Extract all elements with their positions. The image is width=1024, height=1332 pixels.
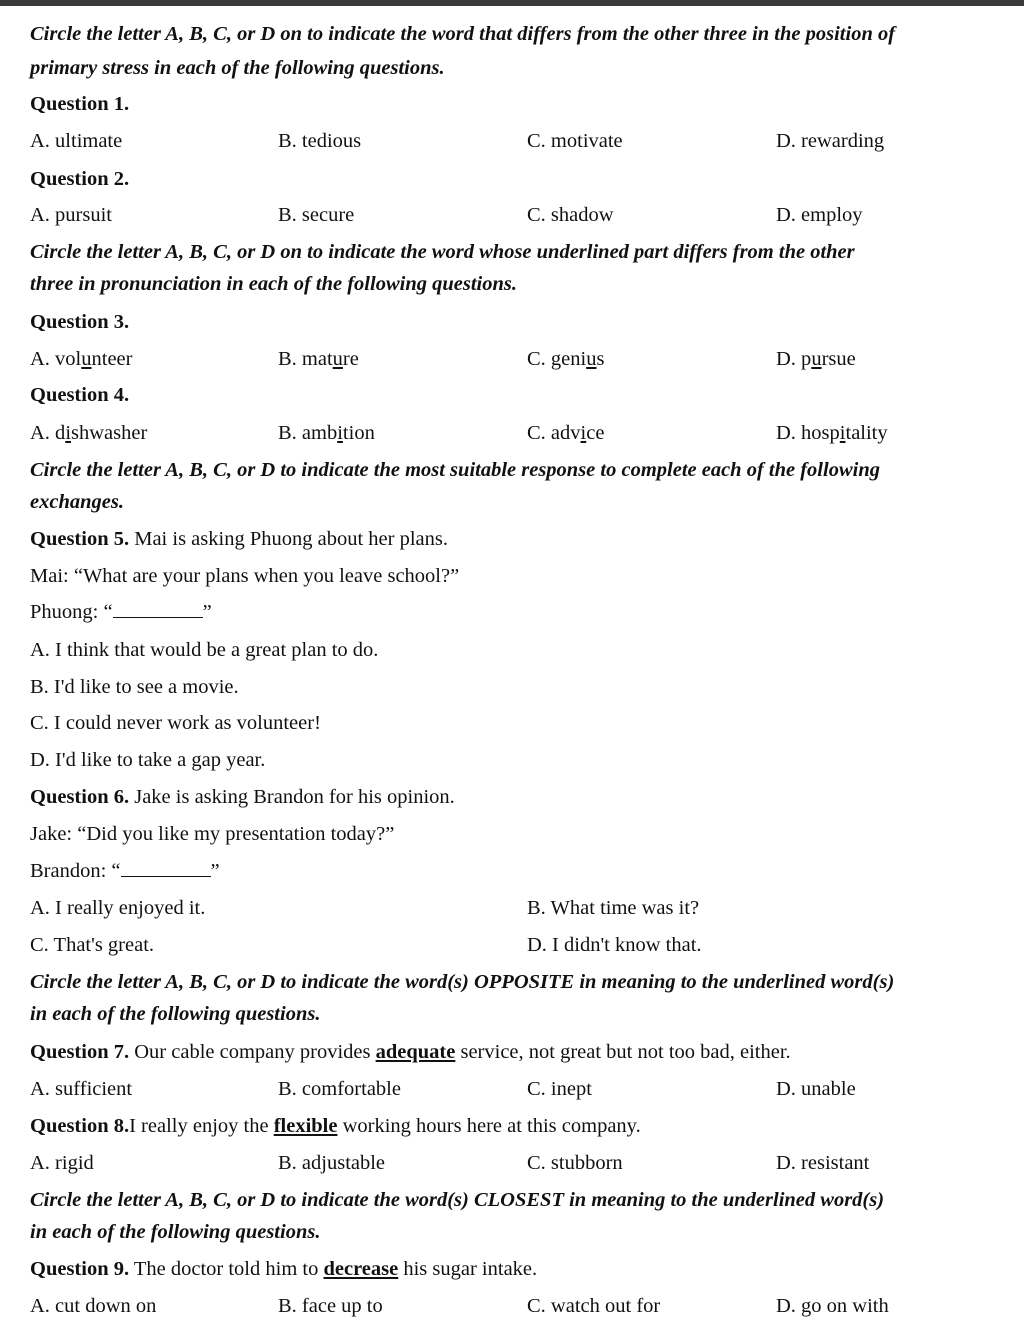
q5-close-quote: ” xyxy=(202,601,212,623)
question-1-label: Question 1. xyxy=(30,93,130,115)
q5-option-d[interactable]: D. I'd like to take a gap year. xyxy=(30,749,266,771)
q8-option-b[interactable]: B. adjustable xyxy=(278,1152,386,1174)
q7-option-d[interactable]: D. unable xyxy=(776,1078,856,1100)
q3-c-underlined: u xyxy=(586,348,597,370)
q8-text-before: I really enjoy the xyxy=(129,1115,274,1137)
q4-c-post: ce xyxy=(586,422,605,444)
q6-option-a[interactable]: A. I really enjoyed it. xyxy=(30,897,206,919)
q7-text-before: Our cable company provides xyxy=(129,1041,376,1063)
q5-option-b[interactable]: B. I'd like to see a movie. xyxy=(30,676,239,698)
q3-d-pre: D. p xyxy=(776,348,812,370)
q4-d-underlined: i xyxy=(839,422,846,444)
q4-option-d[interactable] xyxy=(776,420,888,446)
q1-option-b[interactable]: B. tedious xyxy=(278,130,362,152)
q3-b-underlined: u xyxy=(332,348,343,370)
q6-option-d[interactable]: D. I didn't know that. xyxy=(527,934,702,956)
q4-b-post: tion xyxy=(342,422,375,444)
q3-a-pre: A. vol xyxy=(30,348,82,370)
q4-b-pre: B. amb xyxy=(278,422,338,444)
q4-a-pre: A. d xyxy=(30,422,66,444)
q5-speaker: Phuong: “ xyxy=(30,601,113,623)
question-2-label: Question 2. xyxy=(30,168,130,190)
q3-option-c[interactable] xyxy=(527,346,604,372)
q5-answer-blank xyxy=(113,601,203,618)
q4-d-post: tality xyxy=(845,422,888,444)
top-border xyxy=(0,0,1024,6)
q5-option-c[interactable]: C. I could never work as volunteer! xyxy=(30,712,321,734)
q2-option-b[interactable]: B. secure xyxy=(278,204,355,226)
q7-option-b[interactable]: B. comfortable xyxy=(278,1078,401,1100)
q3-option-b[interactable] xyxy=(278,346,359,372)
q6-answer-blank xyxy=(121,860,211,877)
q5-option-a[interactable]: A. I think that would be a great plan to do. xyxy=(30,639,379,661)
question-5-stem xyxy=(30,526,448,552)
q4-c-pre: C. adv xyxy=(527,422,581,444)
question-8-stem xyxy=(30,1113,641,1139)
q9-text-after: his sugar intake. xyxy=(398,1258,538,1280)
q7-underlined-word: adequate xyxy=(375,1041,456,1063)
question-7-stem xyxy=(30,1039,791,1065)
q7-option-a[interactable]: A. sufficient xyxy=(30,1078,133,1100)
question-9-stem xyxy=(30,1256,537,1282)
q4-option-c[interactable] xyxy=(527,420,604,446)
q9-option-d[interactable]: D. go on with xyxy=(776,1295,889,1317)
q1-option-c[interactable]: C. motivate xyxy=(527,130,623,152)
q3-b-pre: B. mat xyxy=(278,348,333,370)
q8-option-c[interactable]: C. stubborn xyxy=(527,1152,623,1174)
q4-a-underlined: i xyxy=(65,422,72,444)
question-5-label: Question 5. xyxy=(30,528,130,550)
q7-option-c[interactable]: C. inept xyxy=(527,1078,592,1100)
q2-option-d[interactable]: D. employ xyxy=(776,204,863,226)
q3-c-pre: C. geni xyxy=(527,348,587,370)
instruction-stress-line2: primary stress in each of the following questions. xyxy=(30,57,445,79)
q3-a-underlined: u xyxy=(81,348,92,370)
q6-speaker: Brandon: “ xyxy=(30,860,121,882)
q4-b-underlined: i xyxy=(337,422,343,444)
question-9-label: Question 9. xyxy=(30,1258,130,1280)
q9-text-before: The doctor told him to xyxy=(129,1258,324,1280)
q1-option-d[interactable]: D. rewarding xyxy=(776,130,885,152)
q6-dialogue-line2 xyxy=(30,858,220,884)
q8-option-a[interactable]: A. rigid xyxy=(30,1152,94,1174)
q4-option-a[interactable] xyxy=(30,420,147,446)
q8-underlined-word: flexible xyxy=(273,1115,338,1137)
q4-d-pre: D. hosp xyxy=(776,422,840,444)
q9-option-a[interactable]: A. cut down on xyxy=(30,1295,157,1317)
q3-option-d[interactable] xyxy=(776,346,856,372)
instruction-response-line2: exchanges. xyxy=(30,491,124,513)
q9-option-b[interactable]: B. face up to xyxy=(278,1295,383,1317)
q4-a-post: shwasher xyxy=(71,422,148,444)
question-5-text: Mai is asking Phuong about her plans. xyxy=(129,528,448,550)
q8-text-after: working hours here at this company. xyxy=(337,1115,641,1137)
instruction-opposite-line1: Circle the letter A, B, C, or D to indicate the word(s) OPPOSITE in meaning to the underlined word(s) xyxy=(30,971,895,993)
q3-b-post: re xyxy=(342,348,359,370)
q6-option-c[interactable]: C. That's great. xyxy=(30,934,155,956)
q5-dialogue-line1: Mai: “What are your plans when you leave school?” xyxy=(30,565,460,587)
q1-option-a[interactable]: A. ultimate xyxy=(30,130,123,152)
q8-option-d[interactable]: D. resistant xyxy=(776,1152,870,1174)
q2-option-c[interactable]: C. shadow xyxy=(527,204,614,226)
instruction-opposite-line2: in each of the following questions. xyxy=(30,1003,321,1025)
q7-text-after: service, not great but not too bad, either. xyxy=(455,1041,791,1063)
question-6-stem xyxy=(30,784,455,810)
q5-dialogue-line2 xyxy=(30,599,212,625)
q6-option-b[interactable]: B. What time was it? xyxy=(527,897,700,919)
instruction-closest-line2: in each of the following questions. xyxy=(30,1221,321,1243)
question-3-label: Question 3. xyxy=(30,311,130,333)
q2-option-a[interactable]: A. pursuit xyxy=(30,204,112,226)
instruction-pronunciation-line1: Circle the letter A, B, C, or D on to indicate the word whose underlined part differs from the other xyxy=(30,241,855,263)
question-4-label: Question 4. xyxy=(30,384,130,406)
q4-option-b[interactable] xyxy=(278,420,375,446)
q3-option-a[interactable] xyxy=(30,346,132,372)
instruction-stress-line1: Circle the letter A, B, C, or D on to indicate the word that differs from the other three in the position of xyxy=(30,23,896,45)
question-8-label: Question 8. xyxy=(30,1115,130,1137)
q6-dialogue-line1: Jake: “Did you like my presentation today?” xyxy=(30,823,395,845)
q3-c-post: s xyxy=(596,348,605,370)
q6-close-quote: ” xyxy=(210,860,220,882)
q3-a-post: nteer xyxy=(91,348,133,370)
question-6-label: Question 6. xyxy=(30,786,130,808)
q9-option-c[interactable]: C. watch out for xyxy=(527,1295,661,1317)
instruction-pronunciation-line2: three in pronunciation in each of the following questions. xyxy=(30,273,517,295)
q3-d-underlined: u xyxy=(811,348,822,370)
q3-d-post: rsue xyxy=(821,348,856,370)
instruction-closest-line1: Circle the letter A, B, C, or D to indicate the word(s) CLOSEST in meaning to the underlined word(s) xyxy=(30,1189,885,1211)
q9-underlined-word: decrease xyxy=(323,1258,399,1280)
q4-c-underlined: i xyxy=(580,422,587,444)
instruction-response-line1: Circle the letter A, B, C, or D to indicate the most suitable response to complete each of the following xyxy=(30,459,880,481)
question-7-label: Question 7. xyxy=(30,1041,130,1063)
question-6-text: Jake is asking Brandon for his opinion. xyxy=(129,786,455,808)
